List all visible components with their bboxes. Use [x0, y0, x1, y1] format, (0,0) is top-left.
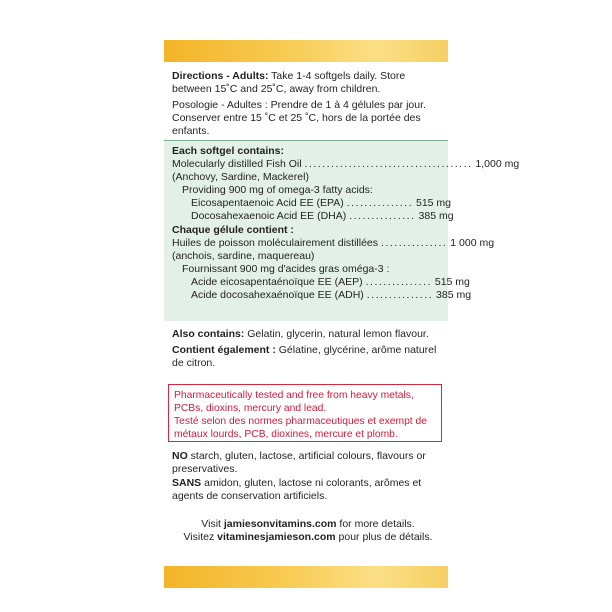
providing-fr: Fournissant 900 mg d'acides gras oméga-3 :: [182, 263, 390, 275]
pharma-en: Pharmaceutically tested and free from heavy metals, PCBs, dioxins, mercury and lead.: [174, 390, 414, 414]
also-contains-en: Also contains: Gelatin, glycerin, natural lemon flavour.: [172, 328, 429, 340]
free-from-section: [172, 450, 444, 503]
ingredients-en: [172, 145, 520, 302]
ingredients-panel: [164, 140, 520, 321]
bottom-gold-band: [164, 566, 448, 588]
also-contains-section: [172, 328, 444, 370]
dha-row: Docosahexaenoic Acid EE (DHA) ............... 385 mg: [191, 210, 454, 222]
epa-row: Eicosapentaenoic Acid EE (EPA) ............... 515 mg: [191, 197, 452, 209]
directions-en: Directions - Adults: Take 1-4 softgels daily. Store between 15˚C and 25˚C, away from children.: [172, 70, 406, 95]
top-gold-band: [164, 40, 448, 62]
pharma-fr: Testé selon des normes pharmaceutiques et exempt de métaux lourds, PCB, dioxines, mercure et plomb.: [174, 416, 427, 440]
aep-row: Acide eicosapentaénoïque EE (AEP) ............... 515 mg: [191, 276, 470, 288]
visit-section: [172, 518, 444, 544]
ingredients-fr-heading: Chaque gélule contient :: [172, 224, 294, 236]
website-link-fr[interactable]: vitaminesjamieson.com: [217, 531, 336, 543]
website-link-en[interactable]: jamiesonvitamins.com: [223, 518, 337, 530]
ingredients-en-heading: Each softgel contains:: [172, 145, 285, 157]
directions-section: [172, 70, 444, 138]
fish-oil-row: Molecularly distilled Fish Oil ...................................... 1,000 mg: [172, 158, 520, 170]
also-contains-fr: Contient également : Gélatine, glycérine, arôme naturel de citron.: [172, 344, 437, 369]
free-from-fr: SANS amidon, gluten, lactose ni colorants, arômes et agents de conservation artificiels.: [172, 477, 422, 502]
fish-source-en: (Anchovy, Sardine, Mackerel): [172, 171, 309, 183]
visit-en: Visit jamiesonvitamins.com for more details.: [201, 518, 415, 530]
directions-fr: Posologie - Adultes : Prendre de 1 à 4 gélules par jour. Conserver entre 15 ˚C et 25 ˚C, hors de la portée des enfants.: [172, 99, 426, 137]
providing-en: Providing 900 mg of omega-3 fatty acids:: [182, 184, 373, 196]
adh-row: Acide docosahexaénoïque EE (ADH) ............... 385 mg: [191, 289, 472, 301]
pharma-tested-notice: [168, 384, 442, 442]
product-label-panel: [164, 40, 520, 588]
huiles-row: Huiles de poisson moléculairement distillées ............... 1 000 mg: [172, 237, 495, 249]
fish-source-fr: (anchois, sardine, maquereau): [172, 250, 315, 262]
visit-fr: Visitez vitaminesjamieson.com pour plus de détails.: [183, 531, 433, 543]
free-from-en: NO starch, gluten, lactose, artificial colours, flavours or preservatives.: [172, 450, 426, 475]
